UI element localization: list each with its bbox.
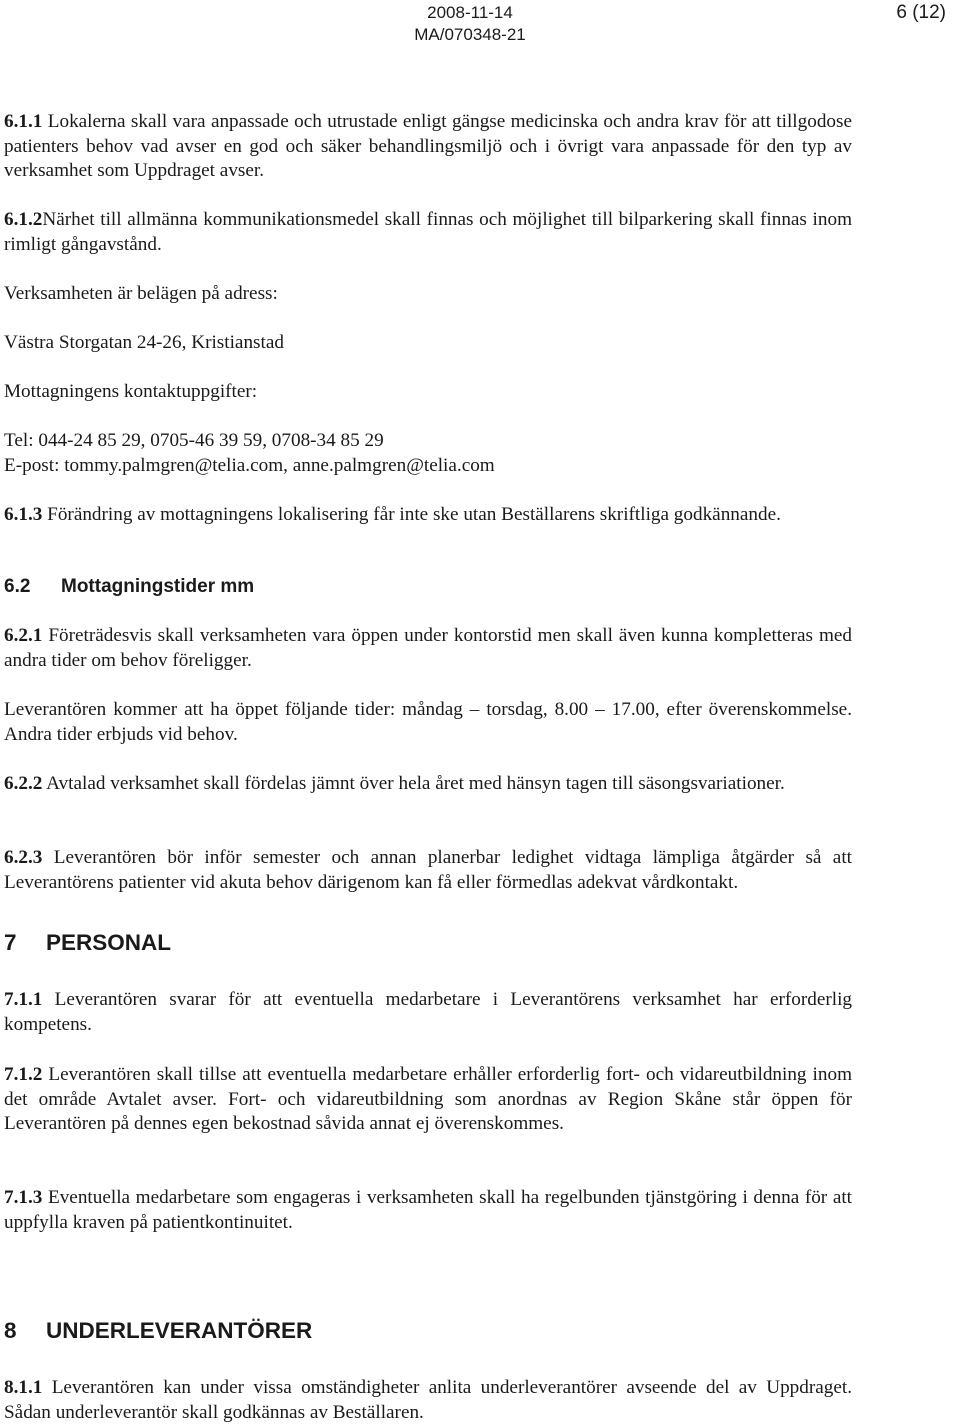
- document-header: [340, 2, 600, 46]
- section-number: 6.2: [4, 576, 31, 597]
- clause-number: 6.1.3: [4, 504, 43, 525]
- paragraph-8-1-1: [4, 1376, 852, 1425]
- paragraph-6-2-2: [4, 772, 852, 797]
- section-number: 7: [4, 930, 17, 955]
- paragraph-6-2-1: [4, 624, 852, 673]
- section-title: PERSONAL: [46, 930, 172, 955]
- paragraph-6-1-3: [4, 503, 852, 528]
- section-number: 8: [4, 1318, 17, 1343]
- email-addresses: E-post: tommy.palmgren@telia.com, anne.palmgren@telia.com: [4, 454, 495, 476]
- paragraph-7-1-2: [4, 1063, 852, 1137]
- clause-text: Företrädesvis skall verksamheten vara öppen under kontorstid men skall även kunna kompletteras med andra tider om behov föreligger.: [4, 625, 852, 671]
- clause-number: 6.2.2: [4, 773, 43, 794]
- opening-hours: Leverantören kommer att ha öppet följande tider: måndag – torsdag, 8.00 – 17.00, efter överenskommelse. Andra tider erbjuds vid behov.: [4, 699, 852, 745]
- section-title: UNDERLEVERANTÖRER: [46, 1318, 313, 1343]
- clause-text: Förändring av mottagningens lokalisering får inte ske utan Beställarens skriftliga godkännande.: [42, 504, 781, 525]
- paragraph-6-1-2: [4, 208, 852, 257]
- paragraph-7-1-1: [4, 988, 852, 1037]
- clause-text: Närhet till allmänna kommunikationsmedel skall finnas och möjlighet till bilparkering skall finnas inom rimligt gångavstånd.: [4, 209, 852, 255]
- clause-number: 8.1.1: [4, 1377, 43, 1398]
- clause-text: Eventuella medarbetare som engageras i verksamheten skall ha regelbunden tjänstgöring i denna för att uppfylla kraven på patientkontinuitet.: [4, 1187, 852, 1233]
- section-heading-7: [4, 930, 171, 956]
- page-number: 6 (12): [896, 2, 946, 23]
- clause-text: Leverantören bör inför semester och annan planerbar ledighet vidtaga lämpliga åtgärder så att Leverantörens patienter vid akuta behov därigenom kan få eller förmedlas adekvat vårdkontakt.: [4, 847, 852, 893]
- section-title: Mottagningstider mm: [61, 576, 255, 597]
- address-label: Verksamheten är belägen på adress:: [4, 283, 278, 304]
- paragraph-7-1-3: [4, 1186, 852, 1235]
- paragraph-6-2-3: [4, 846, 852, 895]
- contact-label: Mottagningens kontaktuppgifter:: [4, 381, 258, 402]
- clause-number: 7.1.1: [4, 989, 43, 1010]
- clause-number: 6.1.2: [4, 209, 43, 230]
- header-date: 2008-11-14: [427, 3, 513, 22]
- clause-text: Lokalerna skall vara anpassade och utrustade enligt gängse medicinska och andra krav för att tillgodose patienters behov vad avser en god och säker behandlingsmiljö och i övrigt vara anpassade för den typ av verksamhet som Uppdraget avser.: [4, 111, 852, 181]
- phone-numbers: Tel: 044-24 85 29, 0705-46 39 59, 0708-34 85 29: [4, 430, 384, 451]
- header-reference: MA/070348-21: [414, 25, 526, 44]
- paragraph-6-1-1: [4, 110, 852, 184]
- clause-number: 6.2.3: [4, 847, 43, 868]
- clause-number: 6.1.1: [4, 111, 43, 132]
- clause-text: Avtalad verksamhet skall fördelas jämnt över hela året med hänsyn tagen till säsongsvariationer.: [42, 773, 785, 794]
- contact-details: [4, 429, 852, 478]
- clause-text: Leverantören kan under vissa omständigheter anlita underleverantörer avseende del av Uppdraget. Sådan underleverantör skall godkännas av Beställaren.: [4, 1377, 852, 1423]
- clause-number: 7.1.3: [4, 1187, 43, 1208]
- clause-number: 6.2.1: [4, 625, 43, 646]
- address: Västra Storgatan 24-26, Kristianstad: [4, 332, 284, 353]
- section-heading-6-2: [4, 576, 254, 598]
- clause-text: Leverantören skall tillse att eventuella medarbetare erhåller erforderlig fort- och vidareutbildning inom det område Avtalet avser. Fort- och vidareutbildning som anordnas av Region Skåne står öppen för Leverantören på dennes egen bekostnad såvida annat ej överenskommes.: [4, 1064, 852, 1134]
- section-heading-8: [4, 1318, 312, 1344]
- clause-text: Leverantören svarar för att eventuella medarbetare i Leverantörens verksamhet har erforderlig kompetens.: [4, 989, 852, 1035]
- clause-number: 7.1.2: [4, 1064, 43, 1085]
